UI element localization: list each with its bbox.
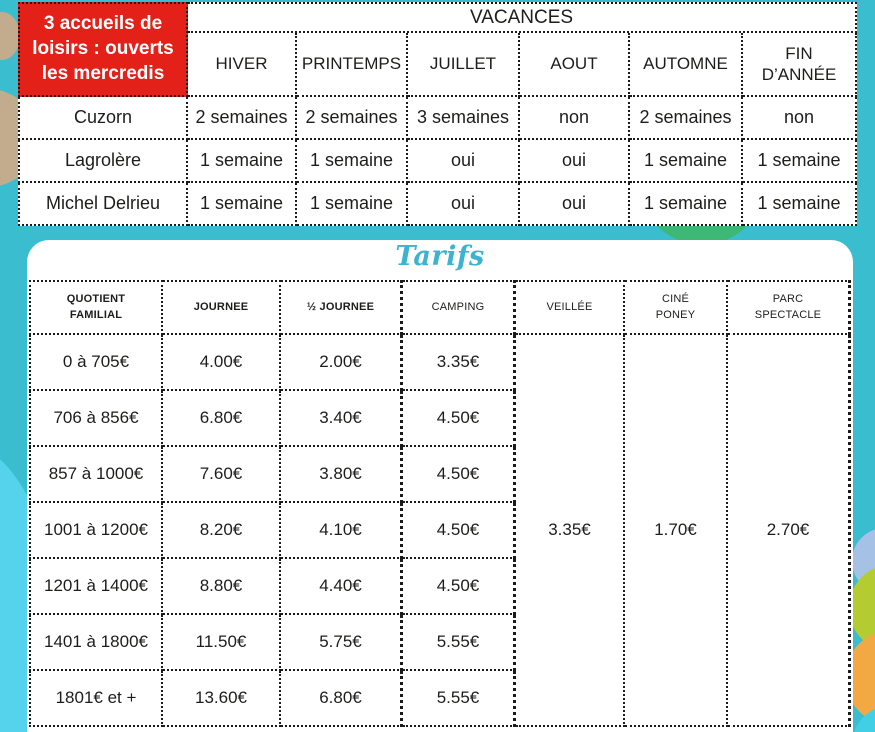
cell: 1 semaine — [297, 183, 408, 226]
cell: oui — [520, 183, 630, 226]
corner-banner-line: 3 accueils de — [43, 13, 163, 35]
header-camping: CAMPING — [403, 280, 516, 335]
column-header-fin-annee — [743, 33, 857, 97]
merged-cell-parc-spectacle: 2.70€ — [728, 335, 851, 727]
column-header-fin-annee-text: FIN D’ANNÉE — [761, 43, 837, 84]
cell: 3 semaines — [408, 97, 520, 140]
cell: 3.40€ — [281, 391, 403, 447]
header-journee: JOURNEE — [163, 280, 281, 335]
tarifs-table — [29, 280, 851, 727]
cell: 1 semaine — [630, 140, 743, 183]
cell: non — [520, 97, 630, 140]
cell: 1 semaine — [630, 183, 743, 226]
cell: 1 semaine — [743, 183, 857, 226]
column-header-automne: AUTOMNE — [630, 33, 743, 97]
cell-quotient: 0 à 705€ — [29, 335, 163, 391]
corner-banner — [18, 2, 188, 97]
cell: oui — [408, 140, 520, 183]
cell: 8.80€ — [163, 559, 281, 615]
cell: 4.50€ — [403, 559, 516, 615]
row-name-cuzorn: Cuzorn — [18, 97, 188, 140]
cell: 1 semaine — [743, 140, 857, 183]
vacances-title: VACANCES — [188, 2, 857, 33]
cell: 4.40€ — [281, 559, 403, 615]
cell: 2 semaines — [188, 97, 297, 140]
cell: 2 semaines — [297, 97, 408, 140]
cell: 4.50€ — [403, 447, 516, 503]
column-header-printemps: PRINTEMPS — [297, 33, 408, 97]
cell: 11.50€ — [163, 615, 281, 671]
cell: 1 semaine — [297, 140, 408, 183]
corner-banner-line: les mercredis — [41, 62, 165, 84]
header-quotient-familial: QUOTIENT FAMILIAL — [29, 280, 163, 335]
decor-tan-circle-top — [0, 12, 20, 60]
cell-quotient: 857 à 1000€ — [29, 447, 163, 503]
cell: 13.60€ — [163, 671, 281, 727]
vacances-table — [18, 2, 857, 226]
cell: 4.00€ — [163, 335, 281, 391]
cell-quotient: 706 à 856€ — [29, 391, 163, 447]
cell: 2 semaines — [630, 97, 743, 140]
merged-cell-cine-poney: 1.70€ — [625, 335, 728, 727]
tarifs-card — [27, 240, 853, 732]
cell: 4.10€ — [281, 503, 403, 559]
cell: 3.35€ — [403, 335, 516, 391]
cell: 1 semaine — [188, 183, 297, 226]
column-header-hiver: HIVER — [188, 33, 297, 97]
cell: 2.00€ — [281, 335, 403, 391]
cell: 5.75€ — [281, 615, 403, 671]
cell: 6.80€ — [281, 671, 403, 727]
cell: 4.50€ — [403, 503, 516, 559]
header-veillee: VEILLÉE — [516, 280, 625, 335]
header-cine-poney: CINÉ PONEY — [625, 280, 728, 335]
cell: 7.60€ — [163, 447, 281, 503]
tarifs-title: Tarifs — [395, 241, 485, 272]
column-header-aout: AOUT — [520, 33, 630, 97]
cell: non — [743, 97, 857, 140]
cell: 1 semaine — [188, 140, 297, 183]
merged-cell-veillee: 3.35€ — [516, 335, 625, 727]
cell: 3.80€ — [281, 447, 403, 503]
cell: 5.55€ — [403, 615, 516, 671]
cell: 6.80€ — [163, 391, 281, 447]
cell-quotient: 1201 à 1400€ — [29, 559, 163, 615]
header-demi-journee: ½ JOURNEE — [281, 280, 403, 335]
cell-quotient: 1001 à 1200€ — [29, 503, 163, 559]
cell-quotient: 1801€ et + — [29, 671, 163, 727]
cell-quotient: 1401 à 1800€ — [29, 615, 163, 671]
column-header-juillet: JUILLET — [408, 33, 520, 97]
cell: oui — [520, 140, 630, 183]
header-parc-spectacle: PARC SPECTACLE — [728, 280, 851, 335]
cell: 8.20€ — [163, 503, 281, 559]
cell: oui — [408, 183, 520, 226]
row-name-lagrolere: Lagrolère — [18, 140, 188, 183]
row-name-michel-delrieu: Michel Delrieu — [18, 183, 188, 226]
cell: 5.55€ — [403, 671, 516, 727]
cell: 4.50€ — [403, 391, 516, 447]
corner-banner-line: loisirs : ouverts — [32, 38, 174, 60]
